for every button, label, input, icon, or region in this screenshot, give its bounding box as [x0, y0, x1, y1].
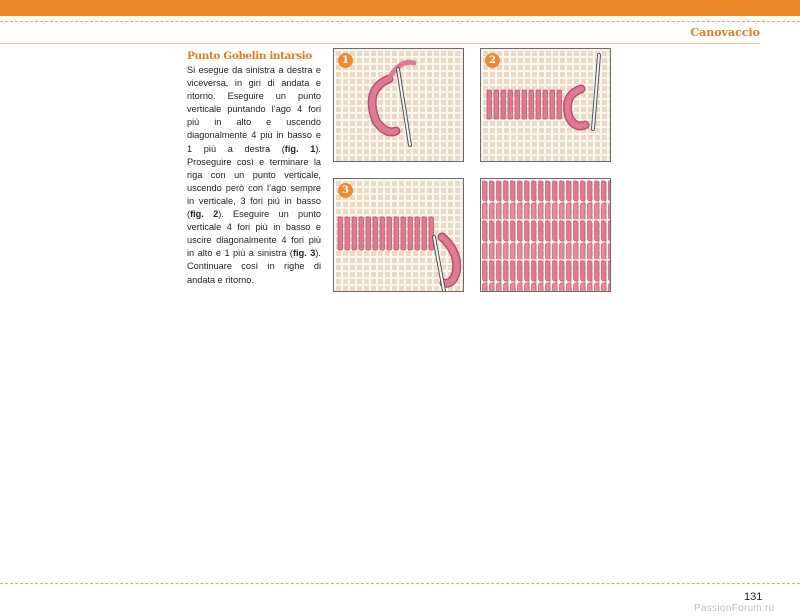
figure-reference: fig. 1: [284, 143, 316, 154]
stitch-row: [487, 90, 562, 119]
body-segment: ). Proseguire così e terminare la riga con un punto verticale, uscendo però con l’ago sempre in verticale, 3 fori più in basso (: [187, 143, 321, 220]
figure-number-badge: 1: [338, 53, 353, 68]
figure-3-stitch-diagram: [333, 178, 464, 292]
gobelin-weave-pattern: [481, 179, 610, 291]
canvas-illustration-3: [334, 179, 463, 291]
top-dashed-rule: [0, 21, 800, 22]
canvas-illustration-1: [334, 49, 463, 161]
body-segment: Si esegue da sinistra a destra e viceversa, in giri di andata e ritorno. Eseguire un punto verticale puntando l’ago 4 fori più in alto e uscendo diagonalmente 4 più in basso e 1 più a destra (: [187, 65, 321, 154]
section-title: Canovaccio: [690, 26, 760, 39]
article: [187, 50, 321, 287]
canvas-illustration-4: [481, 179, 610, 291]
watermark: PassionForum.ru: [694, 603, 775, 614]
figure-1-stitch-diagram: [333, 48, 464, 162]
figure-2-stitch-diagram: [480, 48, 611, 162]
bottom-dashed-rule: [0, 583, 800, 584]
article-title: Punto Gobelin intarsio: [187, 50, 312, 62]
figure-number-badge: 3: [338, 183, 353, 198]
body-segment: ). Continuare così in righe di andata e ritorno.: [187, 248, 321, 285]
figure-reference: fig. 3: [293, 248, 316, 259]
article-body: [187, 64, 321, 287]
top-color-band: [0, 0, 800, 16]
canvas-illustration-2: [481, 49, 610, 161]
figure-number-badge: 2: [485, 53, 500, 68]
body-segment: ). Eseguire un punto verticale 4 fori più in basso e uscire diagonalmente 4 fori più in alto e 1 più a sinistra (: [187, 209, 321, 259]
figure-reference: fig. 2: [190, 209, 219, 220]
header-rule: [0, 43, 760, 44]
figure-4-finished-pattern: [480, 178, 611, 292]
page-number: 131: [744, 591, 763, 603]
